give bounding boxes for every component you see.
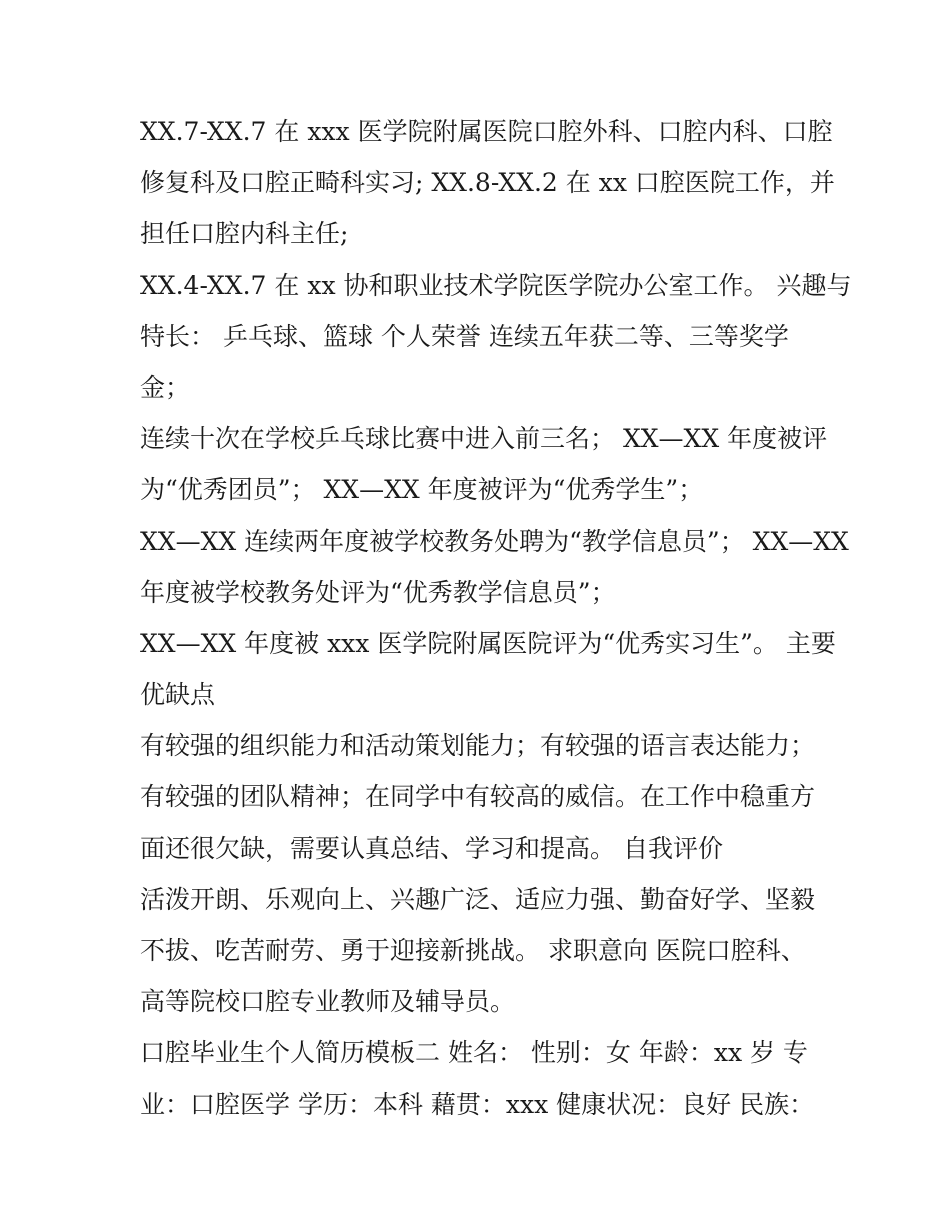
paragraph-honors-3: [140, 618, 836, 720]
paragraph-honors-2: [140, 516, 849, 618]
paragraph-internship-work: [140, 106, 835, 260]
text-line: XX.7-XX.7 在 xxx 医学院附属医院口腔外科、口腔内科、口腔: [140, 117, 833, 146]
text-line: 特长： 乒乓球、篮球 个人荣誉 连续五年获二等、三等奖学: [140, 321, 789, 351]
text-line: XX—XX 连续两年度被学校教务处聘为“教学信息员”； XX—XX: [140, 526, 849, 556]
text-line: 修复科及口腔正畸科实习; XX.8-XX.2 在 xx 口腔医院工作，并: [140, 168, 835, 198]
paragraph-resume-template-two: [140, 1027, 820, 1129]
text-line: 活泼开朗、乐观向上、兴趣广泛、适应力强、勤奋好学、坚毅: [140, 884, 816, 914]
text-line: 有较强的团队精神；在同学中有较高的威信。在工作中稳重方: [140, 782, 816, 812]
text-line: 金；: [140, 372, 191, 402]
text-line: 优缺点: [140, 680, 216, 710]
paragraph-strengths-weaknesses: [140, 720, 820, 874]
text-line: 连续十次在学校乒乓球比赛中进入前三名； XX—XX 年度被评: [140, 424, 828, 454]
text-line: 年度被学校教务处评为“优秀教学信息员”；: [140, 577, 616, 607]
text-line: 口腔毕业生个人简历模板二 姓名： 性别：女 年龄：xx 岁 专: [140, 1038, 808, 1068]
text-line: XX—XX 年度被 xxx 医学院附属医院评为“优秀实习生”。 主要: [140, 628, 836, 658]
paragraph-honors-1: [140, 413, 828, 515]
text-line: 业：口腔医学 学历：本科 藉贯：xxx 健康状况：良好 民族：: [140, 1089, 815, 1119]
text-line: 高等院校口腔专业教师及辅导员。: [140, 987, 516, 1017]
text-line: 担任口腔内科主任;: [140, 219, 349, 249]
paragraph-office-work-hobbies: [140, 260, 852, 414]
text-line: 有较强的组织能力和活动策划能力；有较强的语言表达能力；: [140, 731, 816, 761]
text-line: 面还很欠缺，需要认真总结、学习和提高。 自我评价: [140, 833, 723, 863]
document-body: [140, 106, 852, 1130]
text-line: XX.4-XX.7 在 xx 协和职业技术学院医学院办公室工作。 兴趣与: [140, 270, 852, 300]
text-line: 为“优秀团员”； XX—XX 年度被评为“优秀学生”；: [140, 475, 704, 505]
paragraph-self-evaluation: [140, 874, 820, 1028]
text-line: 不拔、吃苦耐劳、勇于迎接新挑战。 求职意向 医院口腔科、: [140, 936, 806, 965]
